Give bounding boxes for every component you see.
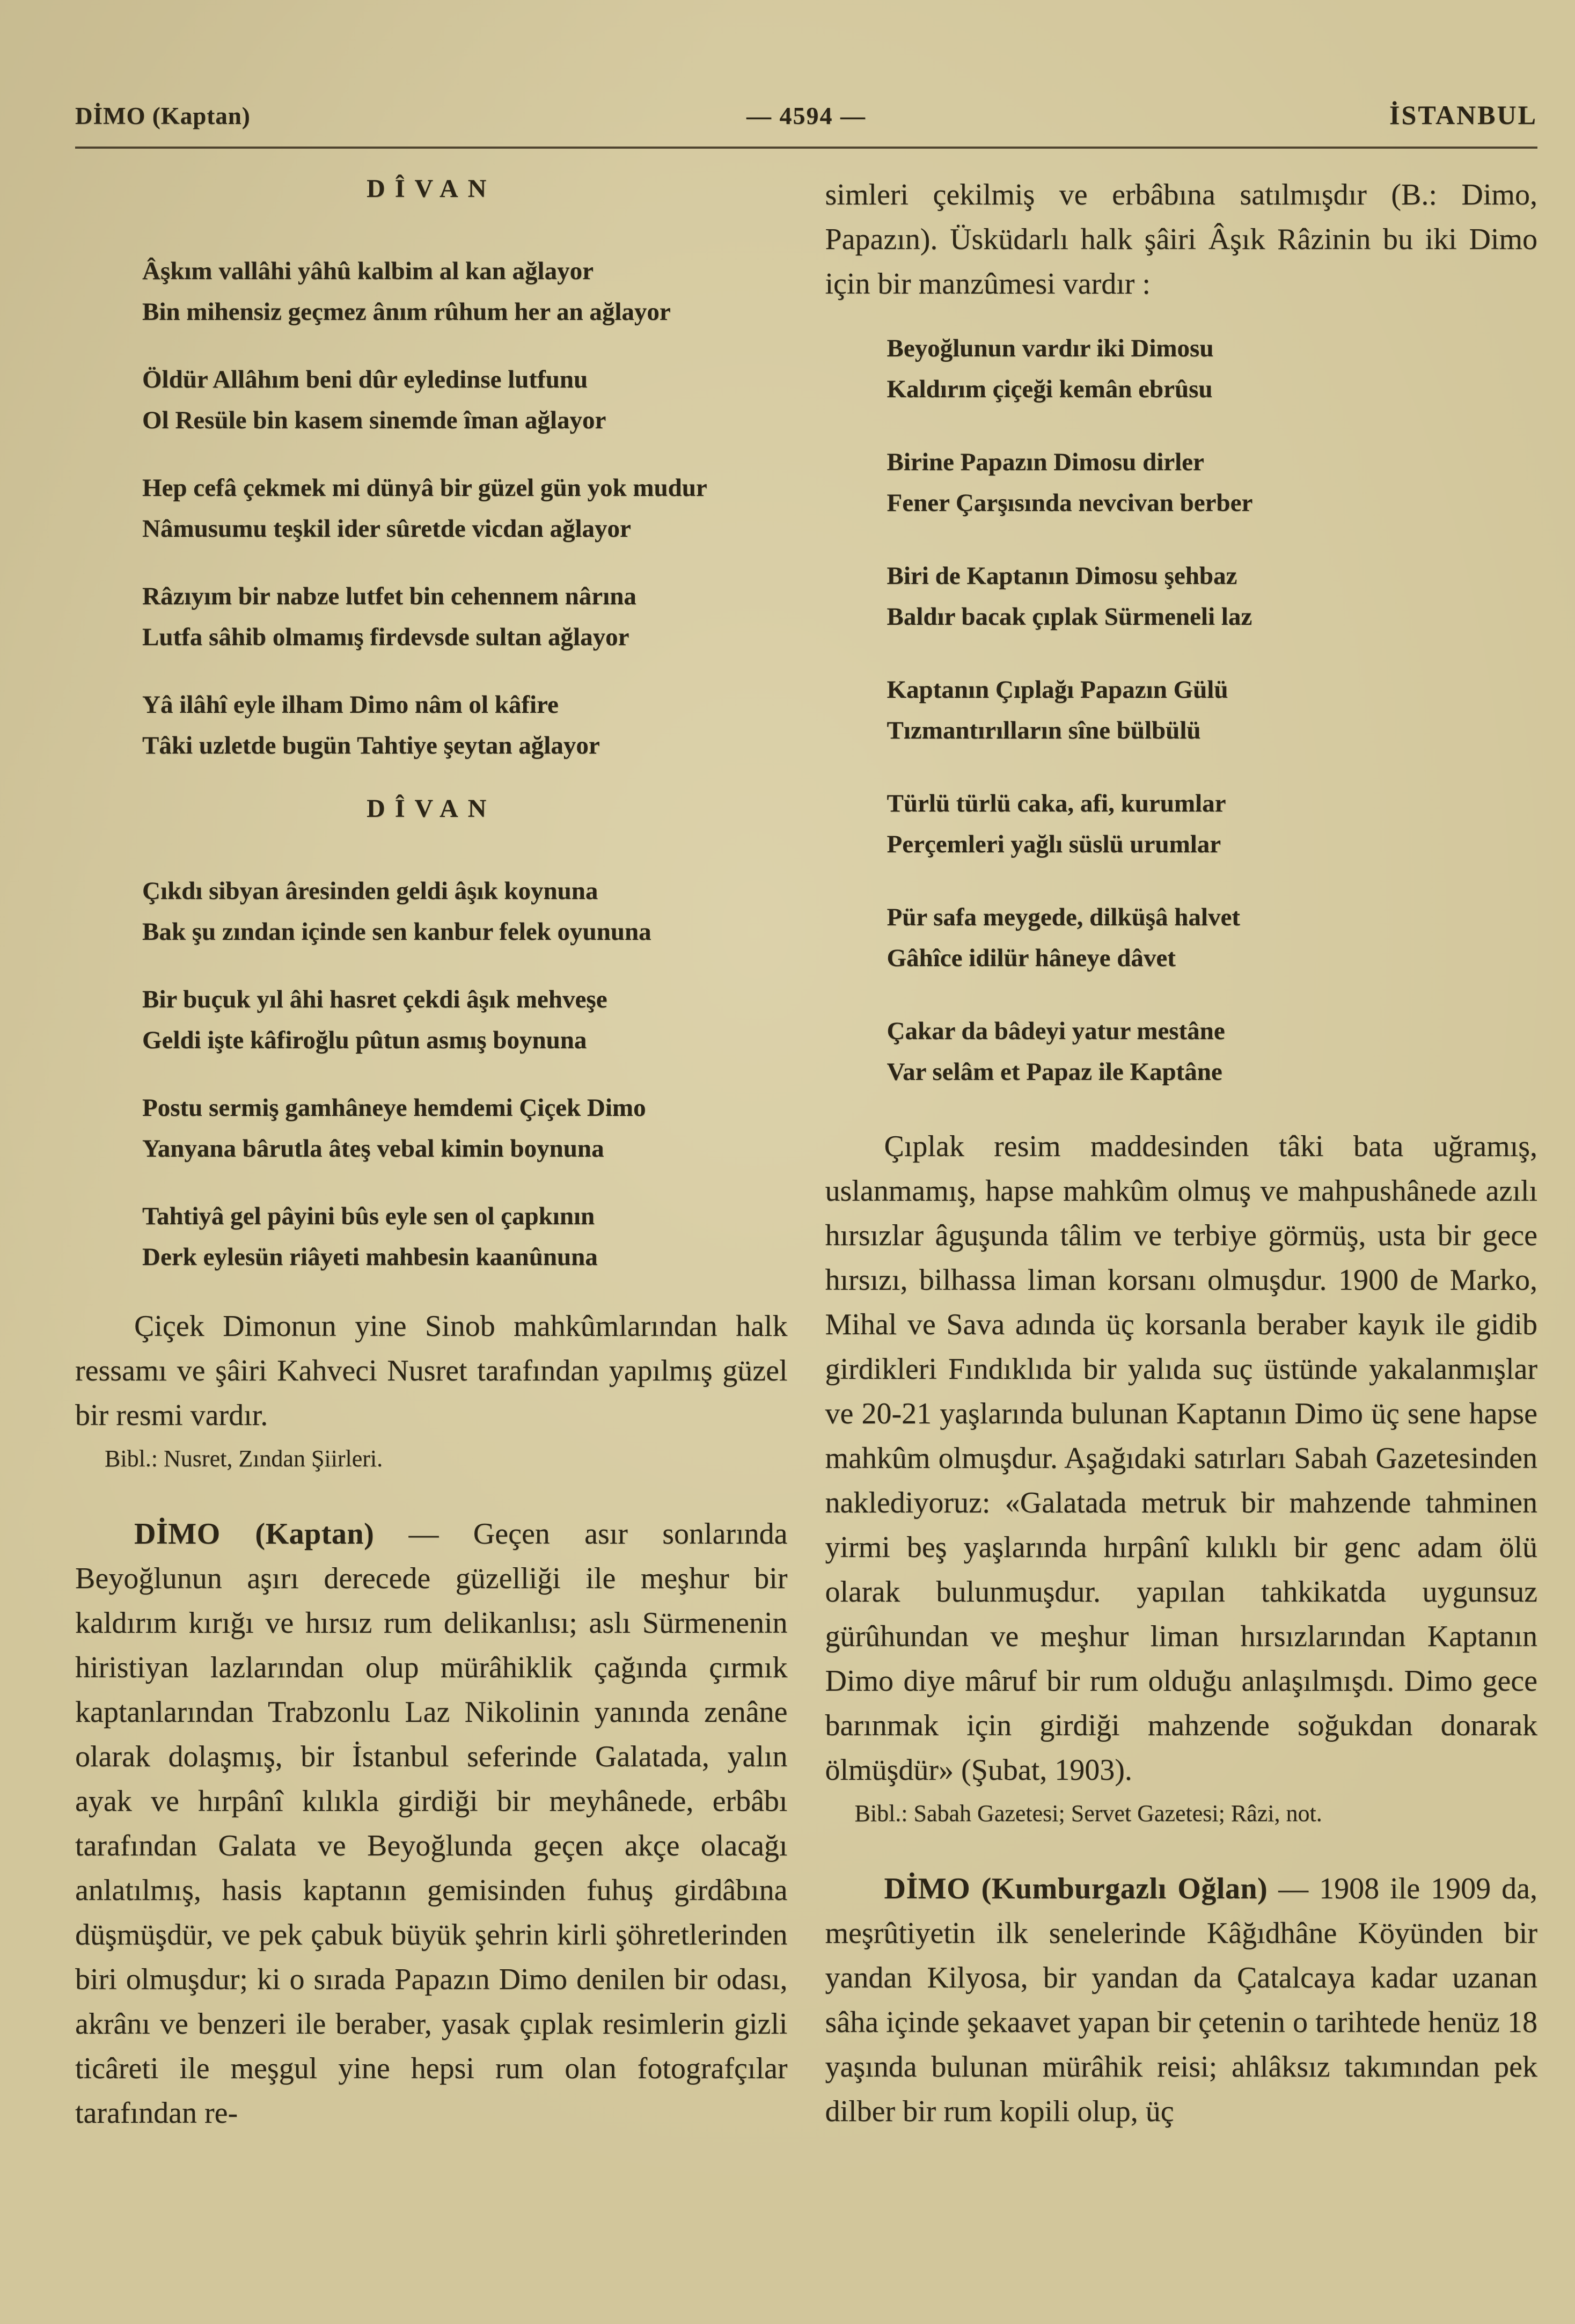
poem-stanza — [142, 979, 788, 1061]
paragraph-continuation: simleri çekilmiş ve erbâbına satılmışdır (B.: Dimo, Papazın). Üsküdarlı halk şâiri Âşık Râzinin bu iki Dimo için bir manzûmesi vardır : — [825, 178, 1537, 301]
verse-line: Kaptanın Çıplağı Papazın Gülü — [887, 676, 1228, 704]
verse-line: Bak şu zından içinde sen kanbur felek oyununa — [142, 918, 651, 946]
header-rule — [75, 147, 1537, 149]
verse-line: Türlü türlü caka, afi, kurumlar — [887, 790, 1226, 817]
entry-dimo-kaptan — [75, 1512, 788, 2136]
poem-couplet — [887, 897, 1538, 978]
entry-separator: — — [374, 1517, 473, 1551]
verse-line: Tâki uzletde bugün Tahtiye şeytan ağlayor — [142, 732, 600, 759]
verse-line: Baldır bacak çıplak Sürmeneli laz — [887, 603, 1252, 631]
entry-text: 1908 ile 1909 da, meşrûtiyetin ilk senelerinde Kâğıdhâne Köyünden bir yandan Kilyosa, bir yandan da Çatalcaya kadar uzanan sâha içinde şekaavet yapan bir çetenin o tarihtede henüz 18 yaşında bulunan mürâhik reisi; ahlâksız takımından pek dilber bir rum kopili olup, üç — [825, 1872, 1537, 2128]
entry-title: DİMO (Kaptan) — [134, 1517, 375, 1551]
paragraph-nusret: Çiçek Dimonun yine Sinob mahkûmlarından halk ressamı ve şâiri Kahveci Nusret tarafından yapılmış güzel bir resmi vardır. — [75, 1310, 788, 1432]
verse-line: Fener Çarşısında nevcivan berber — [887, 489, 1253, 517]
verse-line: Öldür Allâhım beni dûr eyledinse lutfunu — [142, 366, 588, 393]
verse-line: Çakar da bâdeyi yatur mestâne — [887, 1017, 1225, 1045]
poem-couplet — [887, 556, 1538, 637]
poem-stanza — [142, 467, 788, 549]
page-number: — 4594 — — [746, 102, 866, 129]
poem-couplet — [887, 328, 1538, 410]
divan-heading-1: DÎVAN — [367, 174, 496, 203]
verse-line: Perçemleri yağlı süslü urumlar — [887, 830, 1221, 858]
verse-line: Postu sermiş gamhâneye hemdemi Çiçek Dimo — [142, 1094, 646, 1122]
paragraph-ciplak-resim: Çıplak resim maddesinden tâki bata uğramış, uslanmamış, hapse mahkûm olmuş ve mahpushânede azılı hırsızlar âguşunda tâlim ve terbiye görmüş, usta bir gece hırsızı, bilhassa liman korsanı olmuşdur. 1900 de Marko, Mihal ve Sava adında üç korsanla beraber kayık ile gidib girdikleri Fındıklıda bir yalıda suç üstünde yakalanmışlar ve 20-21 yaşlarında bulunan Kaptanın Dimo üç sene hapse mahkûm olmuşdur. Aşağıdaki satırları Sabah Gazetesinden naklediyoruz: «Galatada metruk bir mahzende tahminen yirmi beş yaşlarında hırpânî kılıklı bir genc adam ölü olarak bulunmuşdur. yapılan tahkikatda uygunsuz gürûhundan ve meşhur liman hırsızlarından Kaptanın Dimo diye mâruf bir rum olduğu anlaşılmışdı. Dimo gece barınmak için girdiği mahzende soğukdan donarak ölmüşdür» (Şubat, 1903). — [825, 1130, 1537, 1787]
verse-line: Yâ ilâhî eyle ilham Dimo nâm ol kâfire — [142, 691, 559, 719]
verse-line: Lutfa sâhib olmamış firdevsde sultan ağlayor — [142, 623, 629, 651]
verse-line: Bin mihensiz geçmez ânım rûhum her an ağlayor — [142, 298, 671, 326]
verse-line: Ol Resüle bin kasem sinemde îman ağlayor — [142, 406, 606, 434]
poem-couplet — [887, 1011, 1538, 1092]
divan-heading-2: DÎVAN — [367, 794, 496, 823]
verse-line: Yanyana bârutla âteş vebal kimin boynuna — [142, 1135, 604, 1163]
verse-line: Geldi işte kâfiroğlu pûtun asmış boynuna — [142, 1026, 587, 1054]
verse-line: Tahtiyâ gel pâyini bûs eyle sen ol çapkının — [142, 1202, 595, 1230]
verse-line: Âşkım vallâhi yâhû kalbim al kan ağlayor — [142, 257, 594, 285]
entry-dimo-kumburgazli-oglan — [825, 1867, 1538, 2134]
poem-couplet — [887, 442, 1538, 523]
volume-title: İSTANBUL — [1389, 100, 1537, 130]
verse-line: Nâmusumu teşkil ider sûretde vicdan ağlayor — [142, 515, 631, 543]
verse-line: Tızmantırılların sîne bülbülü — [887, 717, 1201, 744]
verse-line: Gâhîce idilür hâneye dâvet — [887, 944, 1176, 972]
poem-stanza — [142, 1087, 788, 1169]
poem-stanza — [142, 1196, 788, 1277]
page-header — [75, 99, 1537, 130]
poem-stanza — [142, 684, 788, 766]
verse-line: Hep cefâ çekmek mi dünyâ bir güzel gün yok mudur — [142, 474, 707, 502]
verse-line: Çıkdı sibyan âresinden geldi âşık koynuna — [142, 877, 598, 905]
entry-text: Geçen asır sonlarında Beyoğlunun aşırı derecede güzelliği ile meşhur bir kaldırım kırığı ve hırsız rum delikanlısı; aslı Sürmenenin hiristiyan lazlarından olup mürâhiklik çağında çırmık kaptanlarından Trabzonlu Laz Nikolinin yanında zenâne olarak dolaşmış, bir İstanbul seferinde Galatada, yalın ayak ve hırpânî kılıkla girdiği bir meyhânede, erbâbı tarafından Galata ve Beyoğlunda geçen akçe olacağı anlatılmış, hasis kaptanın gemisinden fuhuş girdâbına düşmüşdür, ve pek çabuk büyük şehrin kirli şöhretlerinden biri olmuşdur; ki o sırada Papazın Dimo denilen bir odası, akrânı ve benzeri ile beraber, yasak çıplak resimlerin gizli ticâreti ile meşgul yine hepsi rum olan fotografçılar tarafından re- — [75, 1517, 788, 2130]
bibliography-note: Bibl.: Sabah Gazetesi; Servet Gazetesi; Râzi, not. — [854, 1800, 1322, 1826]
verse-line: Pür safa meygede, dilküşâ halvet — [887, 903, 1240, 931]
left-column — [75, 173, 788, 2136]
poem-stanza — [142, 359, 788, 441]
poem-couplet — [887, 669, 1538, 751]
verse-line: Bir buçuk yıl âhi hasret çekdi âşık mehveşe — [142, 985, 607, 1013]
verse-line: Kaldırım çiçeği kemân ebrûsu — [887, 375, 1213, 403]
razi-poem — [825, 328, 1538, 1092]
poem-stanza — [142, 576, 788, 657]
verse-line: Biri de Kaptanın Dimosu şehbaz — [887, 562, 1237, 590]
entry-separator: — — [1268, 1872, 1320, 1905]
entry-title: DİMO (Kumburgazlı Oğlan) — [884, 1872, 1268, 1905]
poem-couplet — [887, 783, 1538, 865]
verse-line: Var selâm et Papaz ile Kaptâne — [887, 1058, 1222, 1086]
verse-line: Râzıyım bir nabze lutfet bin cehennem nârına — [142, 582, 636, 610]
verse-line: Beyoğlunun vardır iki Dimosu — [887, 334, 1214, 362]
right-column — [825, 173, 1538, 2136]
poem-stanza — [142, 871, 788, 952]
verse-line: Birine Papazın Dimosu dirler — [887, 448, 1204, 476]
bibliography-note: Bibl.: Nusret, Zından Şiirleri. — [105, 1445, 383, 1472]
verse-line: Derk eylesün riâyeti mahbesin kaanûnuna — [142, 1243, 598, 1271]
text-columns — [75, 173, 1537, 2136]
poem-stanza — [142, 251, 788, 332]
running-title: DİMO (Kaptan) — [75, 103, 251, 129]
